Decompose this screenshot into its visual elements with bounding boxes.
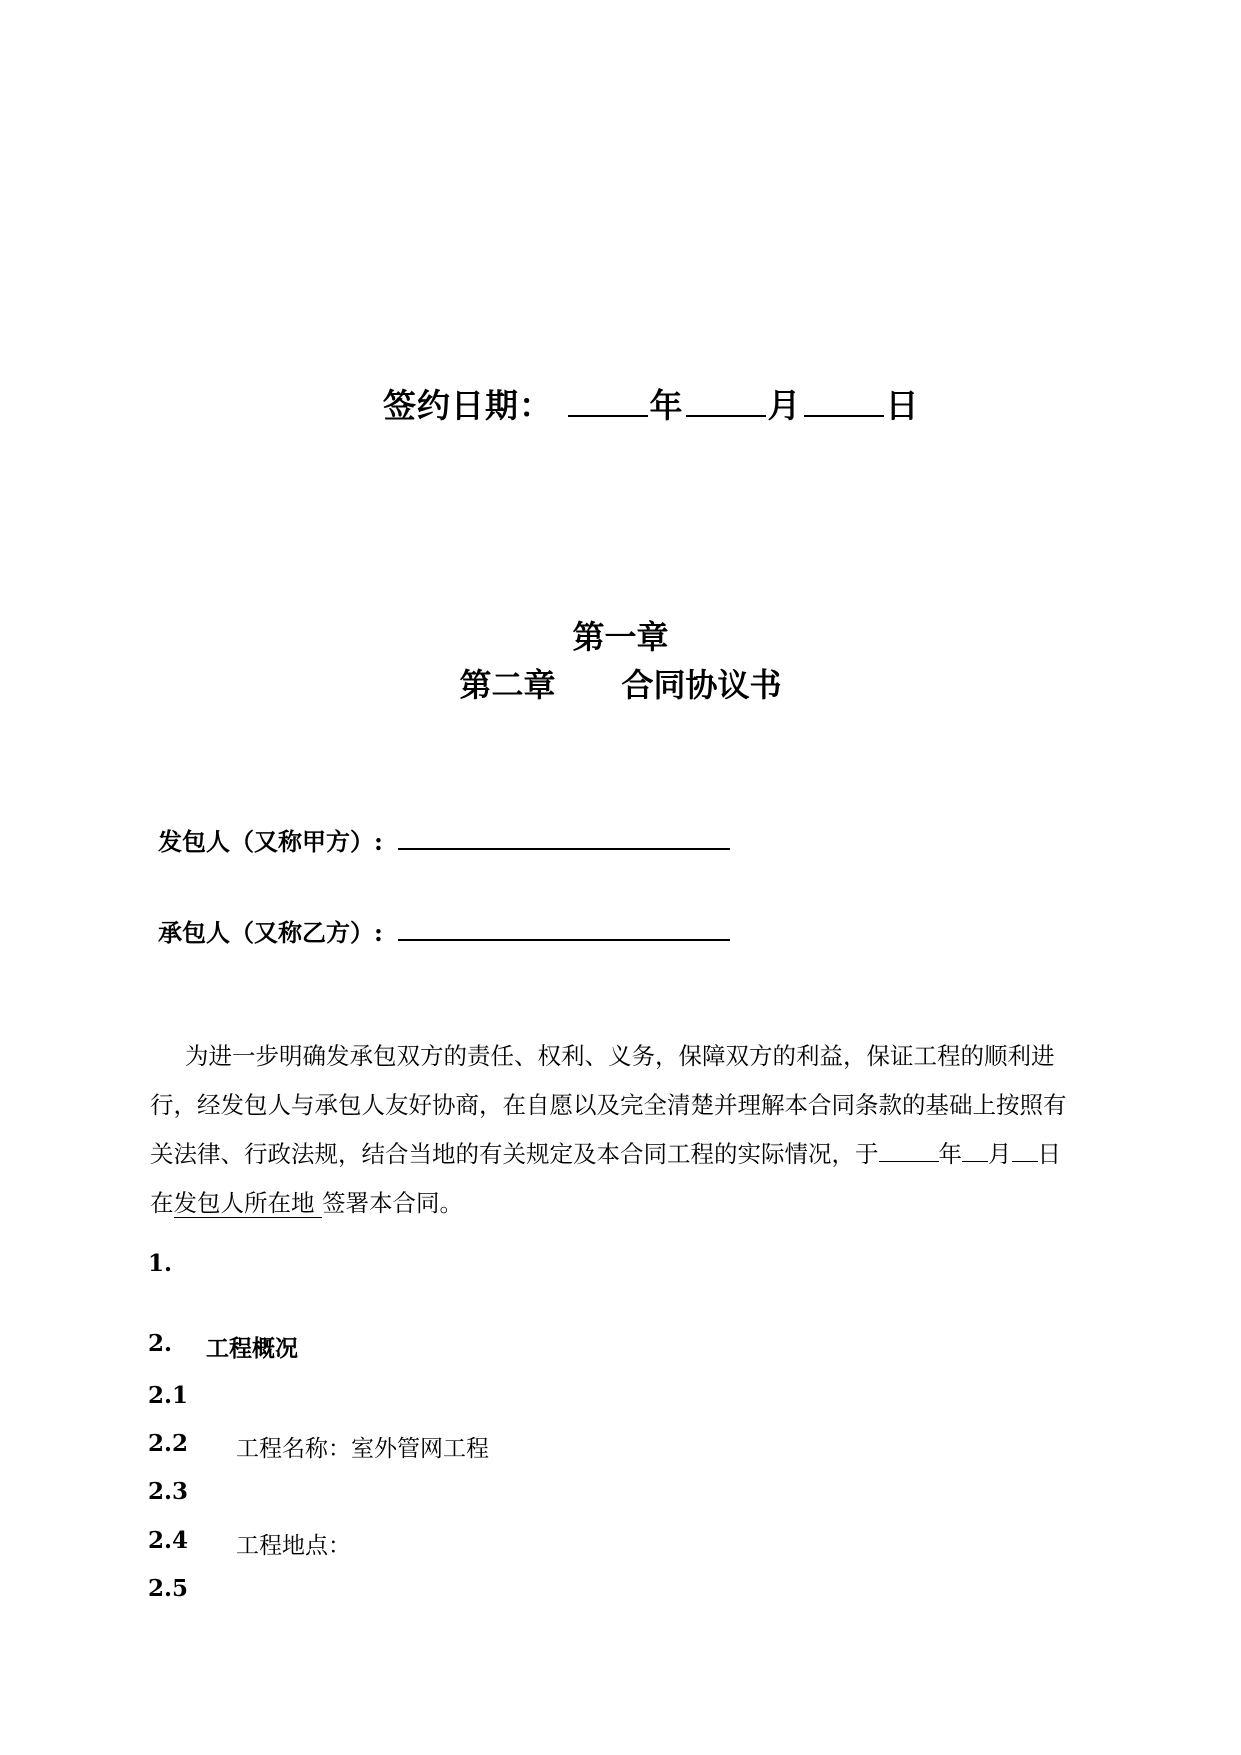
day-label: 日 [885,386,920,425]
contractor-label: 承包人（又称乙方）: [158,918,383,947]
employer-field-line [398,848,730,850]
intro-year-blank [879,1160,939,1162]
intro-paragraph [150,1032,1110,1228]
intro-day-blank [1012,1160,1038,1162]
project-overview-heading: 工程概况 [206,1335,298,1362]
item-number-1: 1. [148,1250,173,1277]
project-name: 工程名称：室外管网工程 [236,1436,489,1462]
signing-date [383,380,920,427]
project-location: 工程地点： [236,1533,351,1559]
contractor-field-line [398,939,730,941]
intro-line-2: 行，经发包人与承包人友好协商，在自愿以及完全清楚并理解本合同条款的基础上按照有 [150,1091,1067,1119]
chapter-two-heading [0,660,1241,706]
chapter-two-number: 第二章 [459,666,556,704]
item-number-2-5: 2.5 [148,1575,189,1602]
day-blank [804,414,884,417]
item-number-2-2: 2.2 [148,1430,189,1457]
intro-line-1: 为进一步明确发承包双方的责任、权利、义务，保障双方的利益，保证工程的顺利进 [185,1042,1055,1070]
month-blank [686,414,766,417]
intro-month-blank [962,1160,988,1162]
item-number-2-4: 2.4 [148,1527,189,1554]
chapter-one-heading: 第一章 [572,618,669,656]
chapter-two-title: 合同协议书 [621,666,782,704]
signing-place: 发包人所在地 [173,1189,315,1217]
signing-date-label: 签约日期： [383,386,553,425]
year-label: 年 [649,386,684,425]
item-number-2-1: 2.1 [148,1382,189,1409]
employer-label: 发包人（又称甲方）: [158,827,383,856]
year-blank [568,414,648,417]
month-label: 月 [767,386,802,425]
intro-line-4: 在发包人所在地 签署本合同。 [150,1189,463,1217]
item-number-2: 2. [148,1330,173,1357]
item-number-2-3: 2.3 [148,1478,189,1505]
intro-line-3: 关法律、行政法规，结合当地的有关规定及本合同工程的实际情况，于 年 月 日 [150,1140,1061,1168]
